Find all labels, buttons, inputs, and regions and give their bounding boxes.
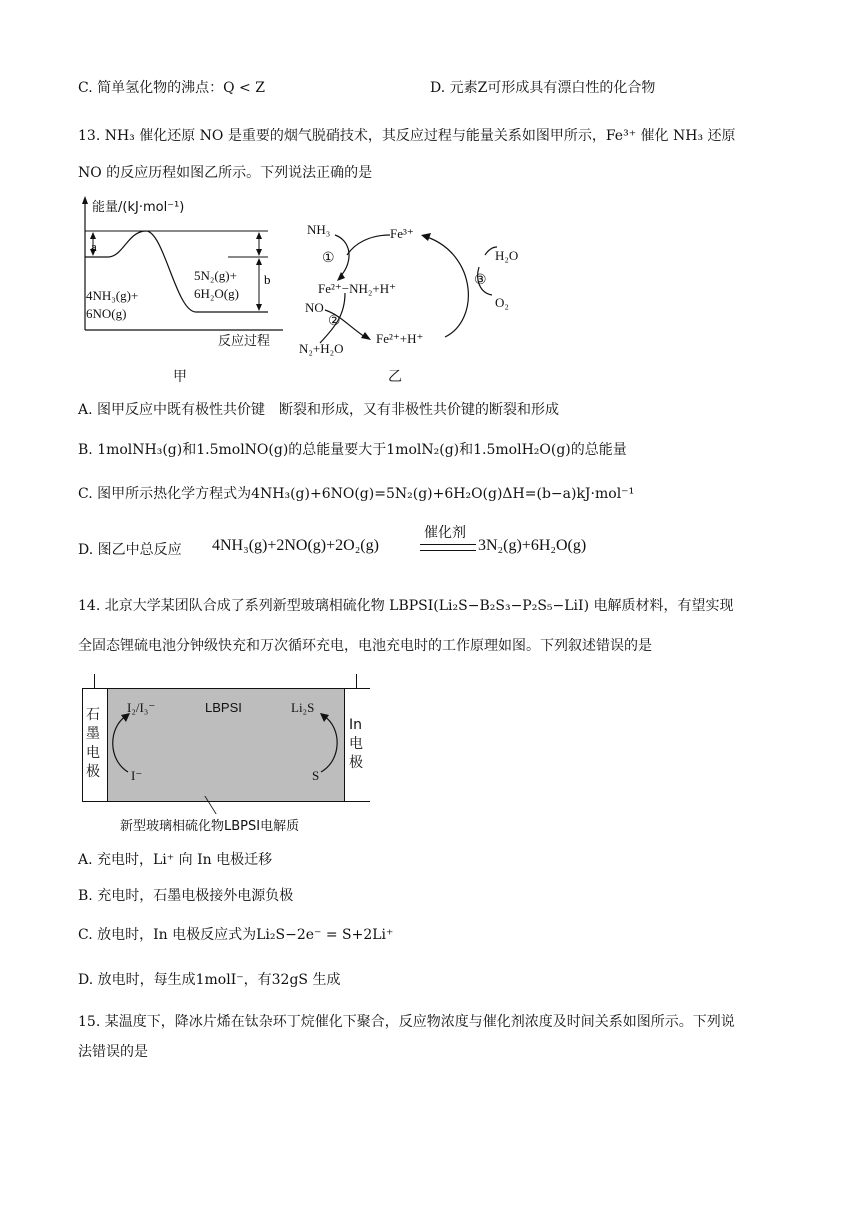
q13-option-c: C. 图甲所示热化学方程式为4NH₃(g)+6NO(g)=5N₂(g)+6H₂O(g)ΔH=(b−a)kJ·mol⁻¹ (78, 486, 635, 502)
q13-option-d-eq-right: 3N₂(g)+6H₂O(g) (478, 537, 587, 554)
q13-option-a: A. 图甲反应中既有极性共价键 断裂和形成，又有非极性共价键的断裂和形成 (78, 402, 560, 418)
q13-jia-product-1: 5N₂(g)+ (194, 268, 237, 283)
q13-stem-line1: 13. NH₃ 催化还原 NO 是重要的烟气脱硝技术，其反应过程与能量关系如图甲所示，Fe³⁺ 催化 NH₃ 还原 (78, 128, 736, 144)
q13-jia-xlabel: 反应过程 (218, 334, 271, 349)
q12-option-d: D. 元素Z可形成具有漂白性的化合物 (430, 80, 656, 96)
q14-left-lead (94, 674, 95, 688)
q14-option-a: A. 充电时，Li⁺ 向 In 电极迁移 (78, 852, 273, 868)
q15-stem-line1: 15. 某温度下，降冰片烯在钛杂环丁烷催化下聚合，反应物浓度与催化剂浓度及时间关系如图所示。下列说 (78, 1014, 735, 1030)
q14-i2-i3: I₂/I₃⁻ (127, 700, 156, 715)
q13-yi-intermediate: Fe²⁺−NH₂+H⁺ (318, 281, 396, 296)
q14-li2s: Li₂S (291, 700, 315, 715)
q14-option-b: B. 充电时，石墨电极接外电源负极 (78, 888, 294, 904)
q14-option-d: D. 放电时，每生成1molI⁻，有32gS 生成 (78, 972, 341, 988)
q13-jia-ylabel: 能量/(kJ·mol⁻¹) (92, 200, 185, 215)
q13-yi-nh3: NH₃ (307, 222, 331, 237)
q12-option-c: C. 简单氢化物的沸点：Q < Z (78, 80, 265, 96)
q13-yi-no: NO (305, 300, 324, 315)
q14-stem-line2: 全固态锂硫电池分钟级快充和万次循环充电，电池充电时的工作原理如图。下列叙述错误的是 (78, 638, 652, 654)
q13-yi-fe3: Fe³⁺ (390, 226, 414, 241)
q13-option-d-equals (420, 544, 476, 551)
q14-stem-line1: 14. 北京大学某团队合成了系列新型玻璃相硫化物 LBPSI(Li₂S−B₂S₃−P₂S₅−LiI) 电解质材料，有望实现 (78, 598, 734, 614)
q13-yi-step2: ② (328, 314, 341, 329)
q14-s: S (312, 768, 320, 783)
q15-stem-line2: 法错误的是 (78, 1044, 148, 1060)
q13-stem-line2: NO 的反应历程如图乙所示。下列说法正确的是 (78, 165, 373, 181)
q13-yi-o2: O₂ (495, 295, 509, 310)
q13-yi-n2-h2o: N₂+H₂O (299, 341, 344, 356)
q13-option-d-eq-left: 4NH₃(g)+2NO(g)+2O₂(g) (212, 537, 379, 554)
q13-jia-caption: 甲 (173, 369, 187, 385)
q13-jia-reactant-2: 6NO(g) (86, 306, 127, 321)
q13-yi-h2o: H₂O (495, 248, 519, 263)
q13-yi-fe2-h: Fe²⁺+H⁺ (376, 331, 424, 346)
q14-left-electrode-label: 石墨电极 (86, 707, 100, 780)
q13-yi-step3: ③ (474, 273, 487, 288)
q14-right-lead (356, 674, 357, 688)
q13-option-d-prefix: D. 图乙中总反应 (78, 542, 182, 558)
q13-yi-caption: 乙 (388, 369, 402, 385)
q13-jia-label-a: a (91, 239, 97, 254)
q13-jia-product-2: 6H₂O(g) (194, 286, 239, 301)
q13-yi-step1: ① (322, 251, 335, 266)
q14-right-electrode-label: In电极 (349, 717, 363, 771)
q14-lbpsi: LBPSI (205, 700, 242, 715)
q14-i-minus: I⁻ (131, 768, 143, 783)
q13-jia-label-b: b (264, 272, 271, 287)
q13-option-d-catalyst: 催化剂 (424, 525, 466, 541)
q14-option-c: C. 放电时，In 电极反应式为Li₂S−2e⁻ = S+2Li⁺ (78, 927, 394, 943)
q13-jia-reactant-1: 4NH₃(g)+ (86, 288, 139, 303)
q13-option-b: B. 1molNH₃(g)和1.5molNO(g)的总能量要大于1molN₂(g)和1.5molH₂O(g)的总能量 (78, 442, 627, 458)
q14-caption: 新型玻璃相硫化物LBPSI电解质 (120, 819, 300, 834)
